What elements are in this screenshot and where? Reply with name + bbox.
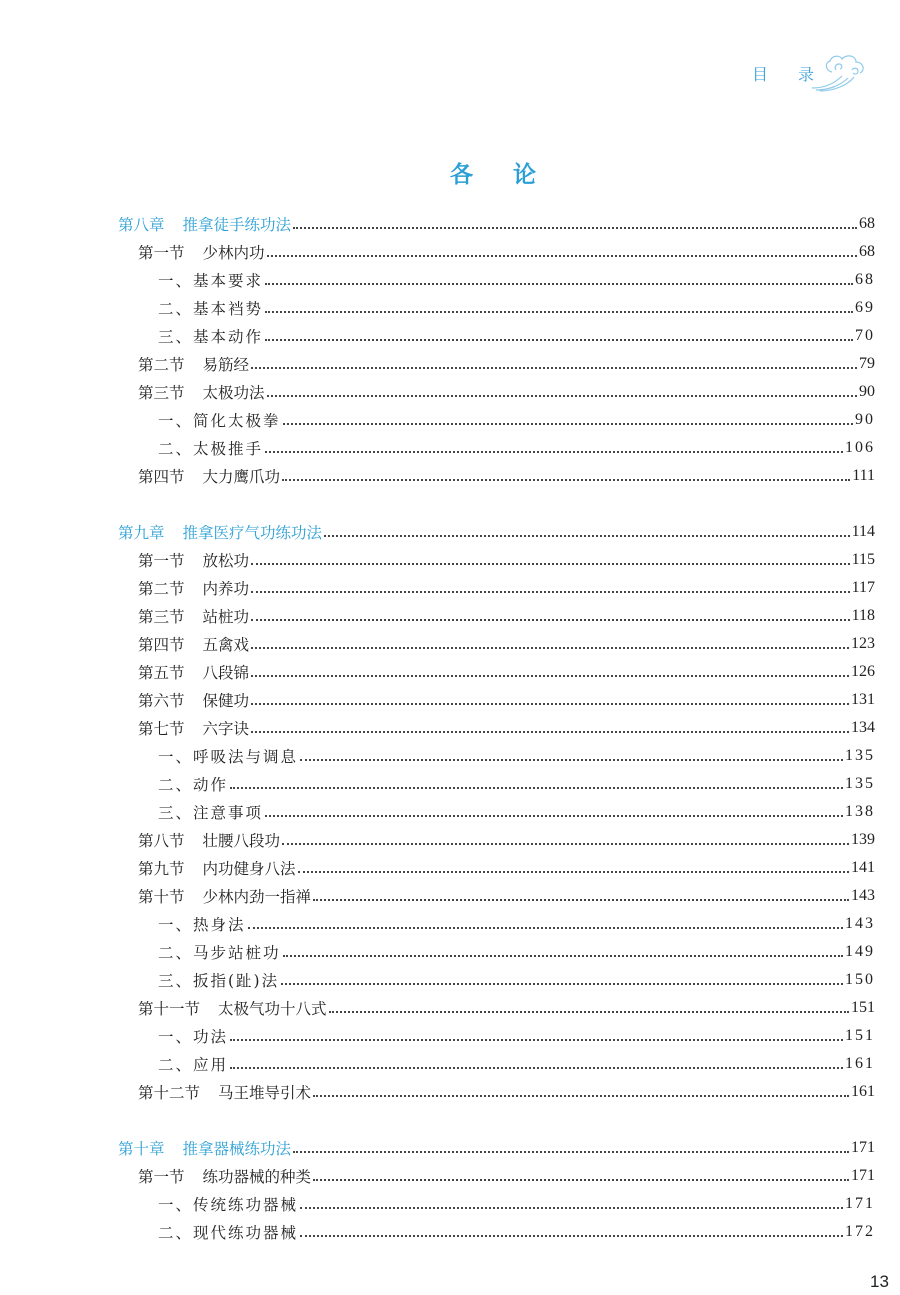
- toc-entry-title: 一、传统练功器械: [158, 1196, 299, 1214]
- toc-entry-sub[interactable]: [0, 938, 875, 966]
- dot-leader: [293, 1151, 849, 1153]
- toc-entry-page: 171: [851, 1167, 875, 1184]
- dot-leader: [282, 479, 850, 481]
- toc-entry-title: 内养功: [202, 580, 250, 598]
- page-number: 13: [870, 1272, 889, 1291]
- toc-entry-label: [138, 997, 327, 1019]
- toc-entry-title: 易筋经: [202, 356, 250, 374]
- toc-entry-sub[interactable]: [0, 1190, 875, 1218]
- dot-leader: [329, 1011, 849, 1013]
- toc-entry-label: [158, 1221, 298, 1243]
- dot-leader: [251, 675, 849, 677]
- dot-leader: [298, 871, 849, 873]
- toc-entry-label: [158, 773, 228, 795]
- toc-entry-sec[interactable]: [0, 854, 875, 882]
- toc-entry-label: [138, 689, 249, 711]
- toc-entry-label: [158, 325, 263, 347]
- section-title: 各论: [450, 162, 576, 188]
- toc-entry-title: 三、基本动作: [158, 328, 264, 346]
- running-header: [752, 62, 814, 85]
- toc-entry-sub[interactable]: [0, 798, 875, 826]
- dot-leader: [267, 255, 857, 257]
- toc-entry-label: [138, 605, 249, 627]
- toc-entry-page: 161: [845, 1055, 875, 1072]
- toc-entry-page: 150: [845, 971, 875, 988]
- dot-leader: [313, 1179, 849, 1181]
- toc-entry-page: 68: [855, 271, 875, 288]
- toc-entry-title: 二、现代练功器械: [158, 1224, 299, 1242]
- toc-entry-title: 三、扳指(趾)法: [158, 972, 280, 990]
- dot-leader: [281, 983, 843, 985]
- toc-entry-page: 126: [851, 663, 875, 680]
- toc-entry-label: [158, 1053, 228, 1075]
- dot-leader: [283, 955, 843, 957]
- dot-leader: [251, 367, 857, 369]
- toc-entry-page: 123: [851, 635, 875, 652]
- toc-entry-number: 第一节: [138, 244, 185, 262]
- toc-entry-sub[interactable]: [0, 910, 875, 938]
- toc-entry-label: [138, 577, 249, 599]
- toc-entry-sec[interactable]: [0, 574, 875, 602]
- dot-leader: [251, 647, 849, 649]
- toc-entry-page: 139: [851, 831, 875, 848]
- toc-entry-number: 第四节: [138, 468, 185, 486]
- toc-entry-page: 114: [851, 523, 875, 540]
- toc-entry-page: 171: [845, 1195, 875, 1212]
- dot-leader: [248, 927, 843, 929]
- toc-entry-page: 131: [851, 691, 875, 708]
- dot-leader: [251, 703, 849, 705]
- toc-entry-sec[interactable]: [0, 630, 875, 658]
- dot-leader: [230, 1067, 843, 1069]
- toc-entry-sub[interactable]: [0, 1050, 875, 1078]
- toc-entry-number: 第六节: [138, 692, 185, 710]
- dot-leader: [251, 731, 849, 733]
- toc-entry-chap[interactable]: [0, 1134, 875, 1162]
- toc-entry-sec[interactable]: [0, 350, 875, 378]
- toc-entry-label: [158, 269, 263, 291]
- toc-entry-label: [138, 829, 280, 851]
- toc-entry-label: [158, 297, 263, 319]
- toc-entry-label: [138, 885, 311, 907]
- toc-entry-label: [158, 409, 281, 431]
- toc-entry-label: [138, 241, 265, 263]
- toc-entry-title: 六字诀: [202, 720, 250, 738]
- toc-entry-title: 一、热身法: [158, 916, 246, 934]
- toc-entry-title: 马王堆导引术: [218, 1084, 312, 1102]
- toc-entry-title: 保健功: [202, 692, 250, 710]
- toc-entry-number: 第四节: [138, 636, 185, 654]
- toc-entry-chap[interactable]: [0, 518, 875, 546]
- toc-entry-page: 172: [845, 1223, 875, 1240]
- toc-entry-sec[interactable]: [0, 1078, 875, 1106]
- toc-entry-sec[interactable]: [0, 378, 875, 406]
- toc-entry-title: 一、基本要求: [158, 272, 264, 290]
- toc-entry-page: 149: [845, 943, 875, 960]
- toc-entry-page: 90: [855, 411, 875, 428]
- toc-entry-title: 内功健身八法: [202, 860, 296, 878]
- toc-entry-title: 太极气功十八式: [218, 1000, 327, 1018]
- toc-entry-label: [138, 353, 249, 375]
- toc-entry-number: 第十节: [138, 888, 185, 906]
- toc-entry-sub[interactable]: [0, 770, 875, 798]
- toc-entry-page: 70: [855, 327, 875, 344]
- toc-entry-page: 118: [851, 607, 875, 624]
- toc-entry-number: 第一节: [138, 1168, 185, 1186]
- header-right: 录: [798, 65, 815, 84]
- dot-leader: [300, 1207, 843, 1209]
- toc-entry-title: 练功器械的种类: [202, 1168, 312, 1186]
- toc-entry-page: 79: [859, 355, 875, 372]
- toc-entry-sub[interactable]: [0, 966, 875, 994]
- dot-leader: [265, 283, 853, 285]
- toc-entry-label: [138, 1165, 311, 1187]
- toc-entry-page: 134: [851, 719, 875, 736]
- dot-leader: [300, 1235, 843, 1237]
- toc-entry-sec[interactable]: [0, 238, 875, 266]
- toc-entry-number: 第八章: [118, 216, 165, 234]
- toc-entry-label: [118, 521, 322, 543]
- toc-entry-label: [138, 1081, 311, 1103]
- dot-leader: [265, 311, 853, 313]
- toc-entry-label: [158, 941, 281, 963]
- toc-entry-label: [158, 801, 263, 823]
- toc-entry-page: 161: [851, 1083, 875, 1100]
- toc-entry-label: [138, 857, 296, 879]
- toc-entry-title: 八段锦: [202, 664, 250, 682]
- dot-leader: [265, 451, 843, 453]
- dot-leader: [251, 563, 850, 565]
- toc-entry-label: [138, 465, 280, 487]
- toc-entry-sec[interactable]: [0, 546, 875, 574]
- toc-entry-label: [158, 745, 298, 767]
- toc-entry-page: 111: [852, 467, 875, 484]
- header-left: 目: [752, 65, 769, 84]
- toc-entry-title: 一、功法: [158, 1028, 229, 1046]
- toc-entry-title: 二、马步站桩功: [158, 944, 281, 962]
- toc-entry-page: 138: [845, 803, 875, 820]
- toc-entry-sub[interactable]: [0, 1218, 875, 1246]
- toc-entry-sub[interactable]: [0, 322, 875, 350]
- toc-entry-sec[interactable]: [0, 1162, 875, 1190]
- toc-entry-page: 143: [851, 887, 875, 904]
- dot-leader: [313, 899, 849, 901]
- toc-entry-sec[interactable]: [0, 882, 875, 910]
- toc-entry-number: 第三节: [138, 384, 185, 402]
- toc-entry-sec[interactable]: [0, 826, 875, 854]
- toc-entry-title: 五禽戏: [202, 636, 250, 654]
- toc-entry-page: 90: [859, 383, 875, 400]
- toc-entry-title: 太极功法: [202, 384, 265, 402]
- toc-entry-title: 少林内劲一指禅: [202, 888, 312, 906]
- dot-leader: [282, 843, 849, 845]
- toc-entry-number: 第十一节: [138, 1000, 201, 1018]
- toc-entry-number: 第五节: [138, 664, 185, 682]
- toc-entry-title: 一、呼吸法与调息: [158, 748, 299, 766]
- toc-entry-page: 68: [859, 215, 875, 232]
- toc-entry-title: 二、动作: [158, 776, 229, 794]
- toc-entry-title: 二、应用: [158, 1056, 229, 1074]
- toc-entry-title: 推拿器械练功法: [182, 1140, 292, 1158]
- toc-entry-page: 115: [851, 551, 875, 568]
- toc-entry-title: 推拿徒手练功法: [182, 216, 292, 234]
- toc-entry-sec[interactable]: [0, 658, 875, 686]
- toc-entry-sub[interactable]: [0, 1022, 875, 1050]
- toc-entry-page: 69: [855, 299, 875, 316]
- toc-entry-label: [138, 717, 249, 739]
- toc-entry-label: [158, 969, 279, 991]
- toc-entry-number: 第三节: [138, 608, 185, 626]
- dot-leader: [251, 619, 850, 621]
- dot-leader: [300, 759, 843, 761]
- toc-entry-number: 第一节: [138, 552, 185, 570]
- cloud-ornament-icon: [812, 50, 878, 92]
- toc-entry-label: [158, 437, 263, 459]
- toc-entry-label: [138, 633, 249, 655]
- dot-leader: [267, 395, 857, 397]
- toc-entry-sub[interactable]: [0, 406, 875, 434]
- toc-entry-title: 壮腰八段功: [202, 832, 281, 850]
- dot-leader: [230, 787, 843, 789]
- toc-entry-number: 第二节: [138, 356, 185, 374]
- dot-leader: [265, 339, 853, 341]
- toc-entry-number: 第七节: [138, 720, 185, 738]
- toc-entry-chap[interactable]: [0, 210, 875, 238]
- toc-entry-title: 一、简化太极拳: [158, 412, 281, 430]
- toc-entry-label: [138, 381, 265, 403]
- toc-entry-label: [158, 1025, 228, 1047]
- dot-leader: [251, 591, 850, 593]
- toc-entry-sec[interactable]: [0, 462, 875, 490]
- toc-entry-title: 站桩功: [202, 608, 250, 626]
- toc-entry-title: 少林内功: [202, 244, 265, 262]
- toc-entry-sec[interactable]: [0, 714, 875, 742]
- toc-entry-label: [118, 1137, 291, 1159]
- dot-leader: [293, 227, 857, 229]
- toc-entry-title: 三、注意事项: [158, 804, 264, 822]
- toc-entry-title: 二、基本裆势: [158, 300, 264, 318]
- toc-entry-sub[interactable]: [0, 266, 875, 294]
- dot-leader: [283, 423, 853, 425]
- toc-entry-label: [138, 661, 249, 683]
- toc-entry-sub[interactable]: [0, 742, 875, 770]
- toc-entry-page: 151: [845, 1027, 875, 1044]
- toc-entry-title: 大力鹰爪功: [202, 468, 281, 486]
- toc-entry-number: 第十二节: [138, 1084, 201, 1102]
- toc-entry-number: 第九章: [118, 524, 165, 542]
- toc-entry-page: 68: [859, 243, 875, 260]
- toc-entry-page: 106: [845, 439, 875, 456]
- toc-entry-page: 117: [851, 579, 875, 596]
- toc-entry-sub[interactable]: [0, 294, 875, 322]
- toc-entry-title: 推拿医疗气功练功法: [182, 524, 323, 542]
- toc-entry-page: 141: [851, 859, 875, 876]
- toc-entry-page: 143: [845, 915, 875, 932]
- toc-entry-number: 第九节: [138, 860, 185, 878]
- toc-entry-page: 171: [851, 1139, 875, 1156]
- toc-entry-number: 第二节: [138, 580, 185, 598]
- toc-entry-sub[interactable]: [0, 434, 875, 462]
- toc-entry-sec[interactable]: [0, 994, 875, 1022]
- toc-entry-title: 二、太极推手: [158, 440, 264, 458]
- toc-entry-title: 放松功: [202, 552, 250, 570]
- dot-leader: [324, 535, 850, 537]
- toc-entry-page: 135: [845, 747, 875, 764]
- toc-entry-label: [158, 913, 246, 935]
- toc-entry-label: [118, 213, 291, 235]
- dot-leader: [265, 815, 843, 817]
- toc-entry-label: [138, 549, 249, 571]
- toc-entry-number: 第十章: [118, 1140, 165, 1158]
- toc-entry-number: 第八节: [138, 832, 185, 850]
- toc-entry-label: [158, 1193, 298, 1215]
- toc-entry-page: 135: [845, 775, 875, 792]
- toc-entry-sec[interactable]: [0, 686, 875, 714]
- dot-leader: [230, 1039, 843, 1041]
- dot-leader: [313, 1095, 849, 1097]
- toc-entry-page: 151: [851, 999, 875, 1016]
- toc-entry-sec[interactable]: [0, 602, 875, 630]
